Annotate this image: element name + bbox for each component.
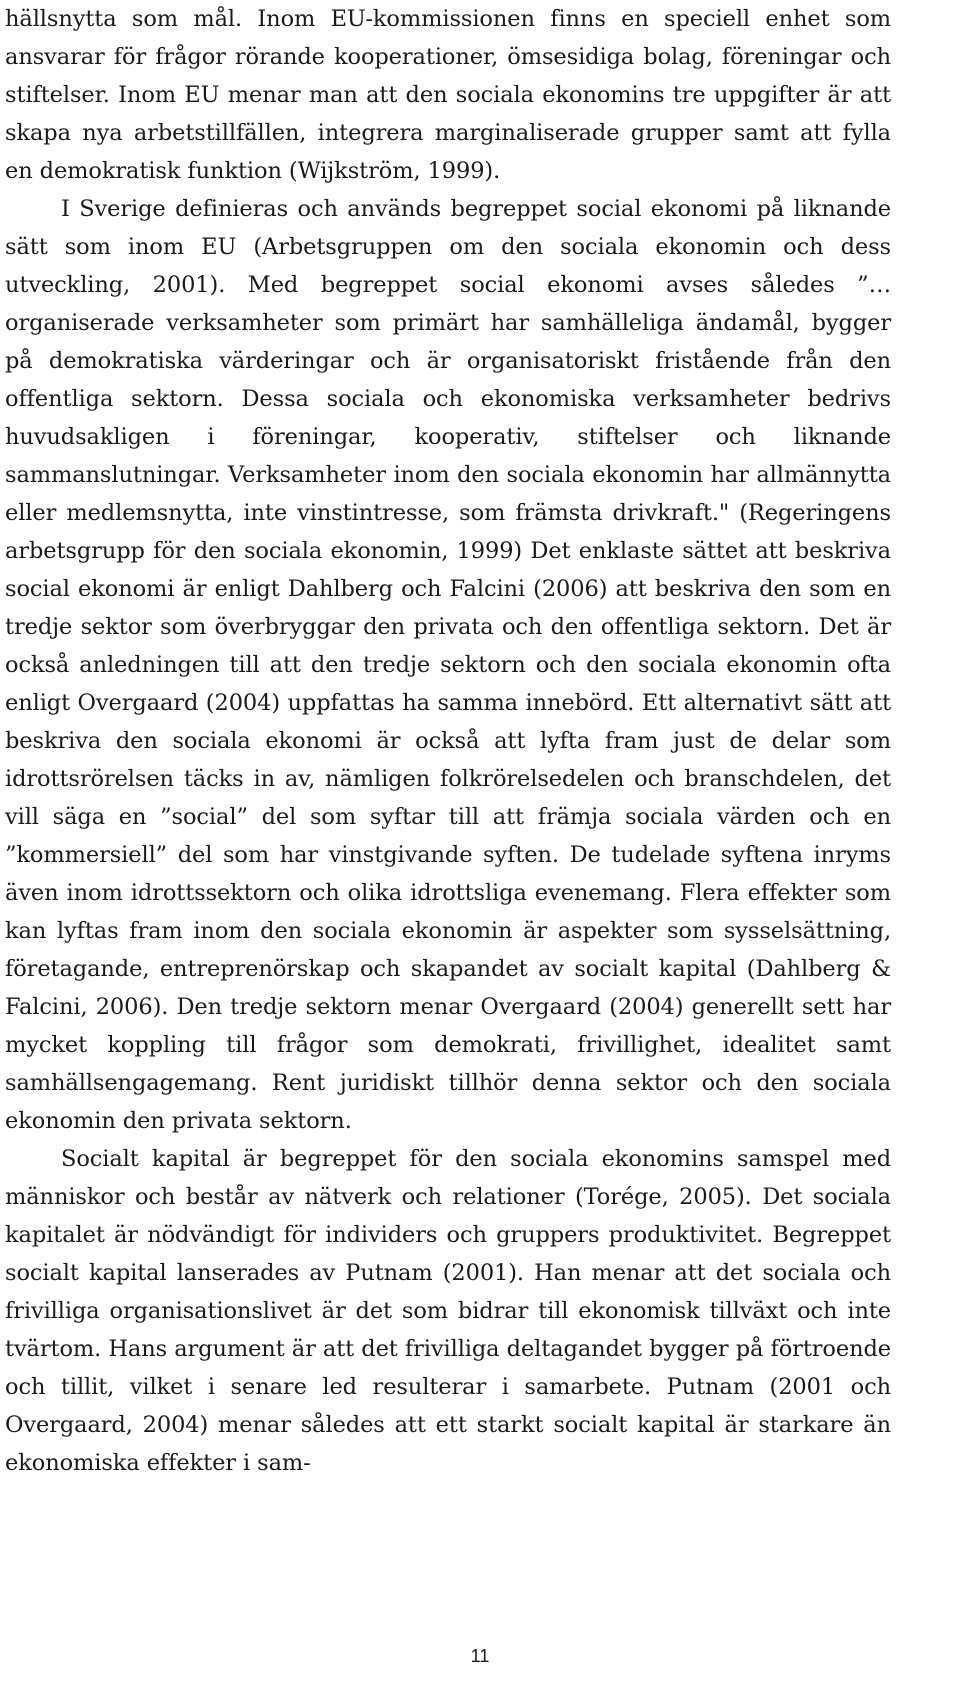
document-body (5, 0, 891, 1482)
paragraph-social-capital: Socialt kapital är begreppet för den sociala ekonomins samspel med människor och består av nätverk och relationer (Torége, 2005). Det sociala kapitalet är nödvändigt för individers och gruppers produktivitet. Begreppet socialt kapital lanserades av Putnam (2001). Han menar att det sociala och frivilliga organisationslivet är det som bidrar till ekonomisk tillväxt och inte tvärtom. Hans argument är att det frivilliga deltagandet bygger på förtroende och tillit, vilket i senare led resulterar i samarbete. Putnam (2001 och Overgaard, 2004) menar således att ett starkt socialt kapital är starkare än ekonomiska effekter i sam- (5, 1146, 891, 1476)
paragraph-social-economy-sweden: I Sverige definieras och används begreppet social ekonomi på liknande sätt som inom EU (Arbetsgruppen om den sociala ekonomin och dess utveckling, 2001). Med begreppet social ekonomi avses således ”…organiserade verksamheter som primärt har samhälleliga ändamål, bygger på demokratiska värderingar och är organisatoriskt fristående från den offentliga sektorn. Dessa sociala och ekonomiska verksamheter bedrivs huvudsakligen i föreningar, kooperativ, stiftelser och liknande sammanslutningar. Verksamheter inom den sociala ekonomin har allmännytta eller medlemsnytta, inte vinstintresse, som främsta drivkraft." (Regeringens arbetsgrupp för den sociala ekonomin, 1999) Det enklaste sättet att beskriva social ekonomi är enligt Dahlberg och Falcini (2006) att beskriva den som en tredje sektor som överbryggar den privata och den offentliga sektorn. Det är också anledningen till att den tredje sektorn och den sociala ekonomin ofta enligt Overgaard (2004) uppfattas ha samma innebörd. Ett alternativt sätt att beskriva den sociala ekonomi är också att lyfta fram just de delar som idrottsrörelsen täcks in av, nämligen folkrörelsedelen och branschdelen, det vill säga en ”social” del som syftar till att främja sociala värden och en ”kommersiell” del som har vinstgivande syften. De tudelade syftena inryms även inom idrottssektorn och olika idrottsliga evenemang. Flera effekter som kan lyftas fram inom den sociala ekonomin är aspekter som sysselsättning, företagande, entreprenörskap och skapandet av socialt kapital (Dahlberg & Falcini, 2006). Den tredje sektorn menar Overgaard (2004) generellt sett har mycket koppling till frågor som demokrati, frivillighet, idealitet samt samhällsengagemang. Rent juridiskt tillhör denna sektor och den sociala ekonomin den privata sektorn. (5, 196, 891, 1134)
paragraph-intro-continuation: hällsnytta som mål. Inom EU-kommissionen finns en speciell enhet som ansvarar för frågor rörande kooperationer, ömsesidiga bolag, föreningar och stiftelser. Inom EU menar man att den sociala ekonomins tre uppgifter är att skapa nya arbetstillfällen, integrera marginaliserade grupper samt att fylla en demokratisk funktion (Wijkström, 1999). (5, 6, 891, 184)
page-number: 11 (470, 1646, 490, 1666)
